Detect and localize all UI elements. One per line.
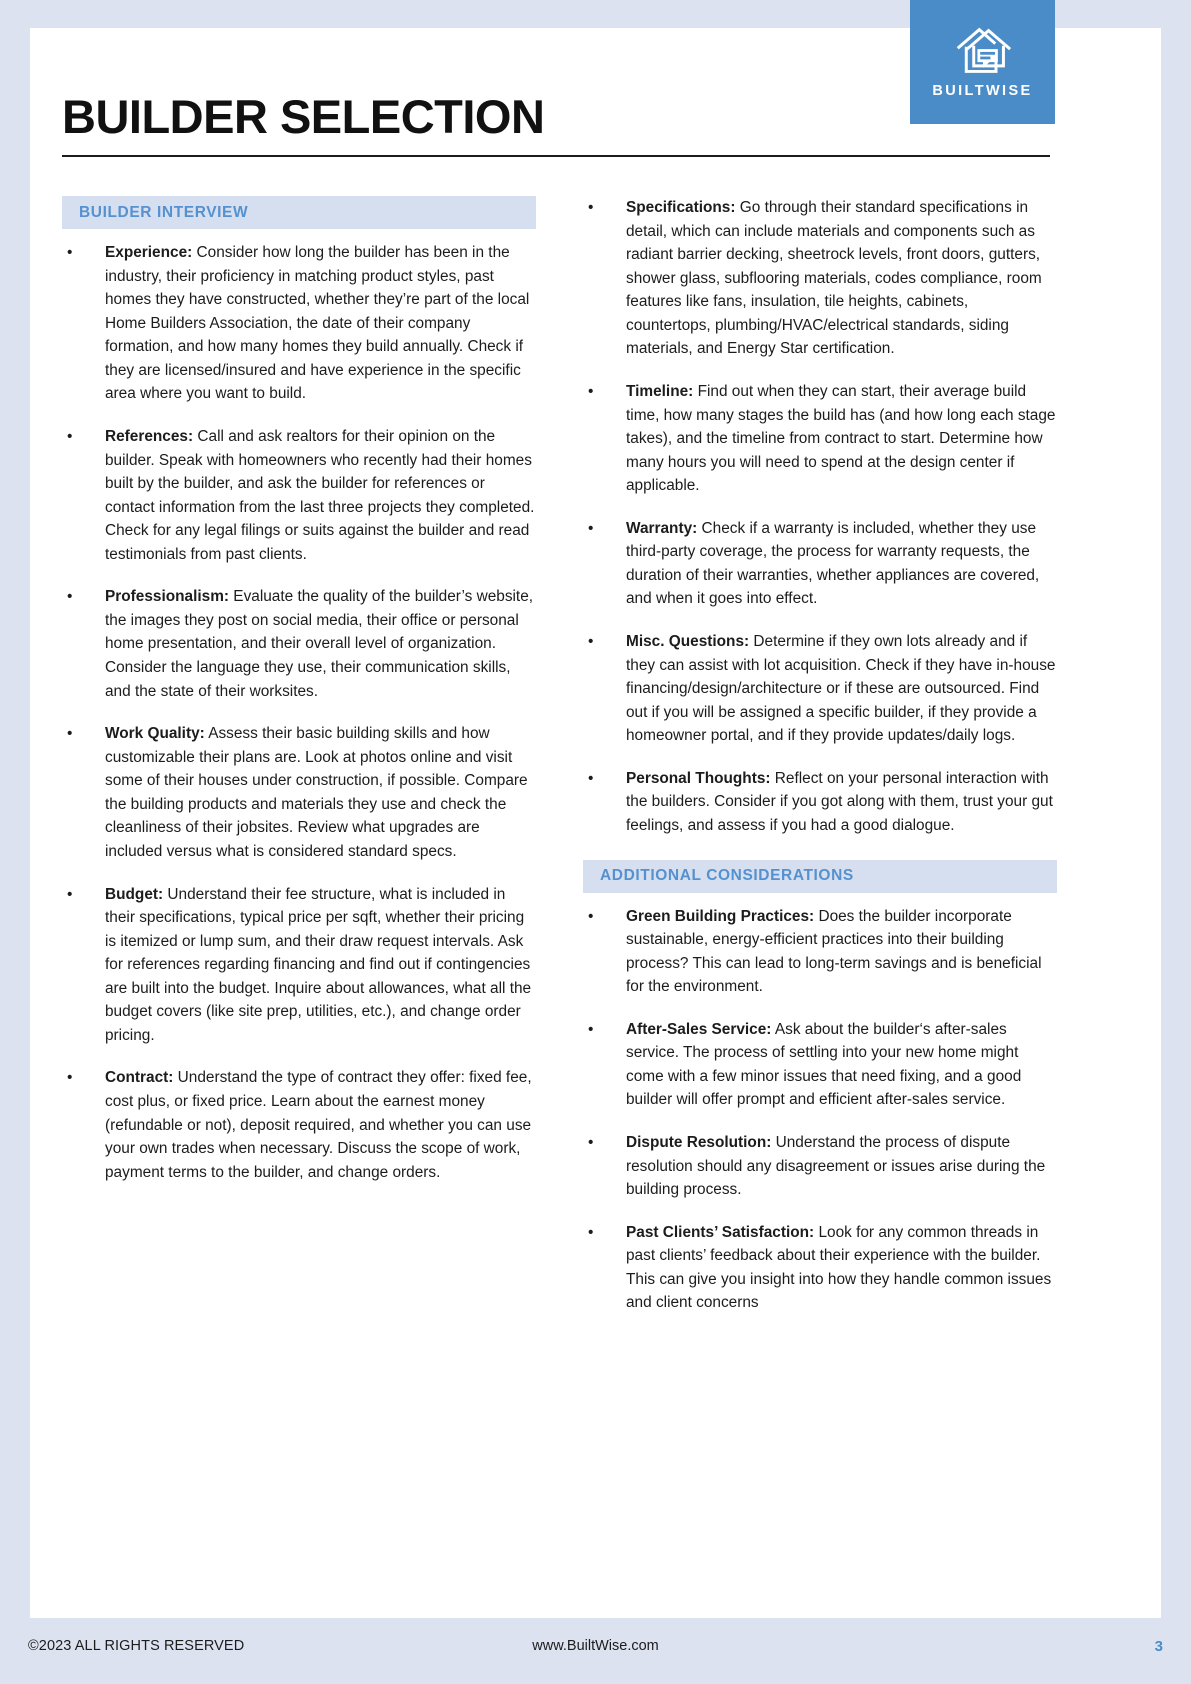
- bullet-dot-icon: •: [588, 382, 594, 400]
- bullet-dot-icon: •: [67, 885, 73, 903]
- page-footer: [0, 1618, 1191, 1684]
- list-item-text: Call and ask realtors for their opinion on the builder. Speak with homeowners who recently had their homes built by the builder, and ask the builder for references or contact information from the last three projects they completed. Check for any legal filings or suits against the builder and read testimonials from past clients.: [105, 427, 535, 563]
- list-item: [62, 722, 536, 863]
- bullet-dot-icon: •: [588, 519, 594, 537]
- bullet-dot-icon: •: [67, 427, 73, 445]
- bullet-dot-icon: •: [588, 1020, 594, 1038]
- list-item: [583, 380, 1057, 498]
- list-item-term: Experience:: [105, 244, 193, 261]
- section-label: ADDITIONAL CONSIDERATIONS: [600, 867, 854, 884]
- list-item-term: Timeline:: [626, 382, 694, 400]
- house-chat-bubble-icon: [953, 25, 1013, 77]
- list-item-text: Go through their standard specifications in detail, which can include materials and components such as radiant barrier decking, sheetrock levels, front doors, gutters, shower glass, subflooring materials, codes compliance, room features like fans, insulation, tile heights, cabinets, countertops, plumbing/HVAC/electrical standards, siding materials, and Energy Star certification.: [626, 199, 1042, 358]
- brand-name: BUILTWISE: [932, 83, 1033, 99]
- list-item-term: Work Quality:: [105, 725, 205, 743]
- footer-copyright: ©2023 ALL RIGHTS RESERVED: [28, 1638, 245, 1654]
- title-divider: [62, 155, 1050, 157]
- section-header-additional-considerations: [583, 860, 1057, 893]
- list-item-text: Assess their basic building skills and how customizable their plans are. Look at photos online and visit some of their houses under construction, if possible. Compare the building products and materials they use and check the cleanliness of their jobsites. Review what upgrades are included versus what is considered standard specs.: [105, 725, 528, 860]
- list-item-text: Consider how long the builder has been in the industry, their proficiency in matching product styles, past homes they have constructed, whether they’re part of the local Home Builders Association, the date of their company formation, and how many homes they build annually. Check if they are licensed/insured and have experience in the specific area where you want to build.: [105, 244, 530, 403]
- list-item-term: After-Sales Service:: [626, 1020, 772, 1038]
- bullet-dot-icon: •: [588, 199, 594, 216]
- list-item-text: Reflect on your personal interaction with the builders. Consider if you got along with them, trust your gut feelings, and assess if you had a good dialogue.: [626, 769, 1053, 834]
- bullet-dot-icon: •: [588, 907, 594, 925]
- list-item-term: Personal Thoughts:: [626, 769, 771, 787]
- bullet-dot-icon: •: [588, 769, 594, 787]
- list-item-term: Green Building Practices:: [626, 907, 815, 925]
- brand-logo: [910, 0, 1055, 124]
- list-item-text: Determine if they own lots already and if they can assist with lot acquisition. Check if they have in-house financing/design/architecture or if these are outsourced. Find out if you will be assigned a specific builder, if they provide a homeowner portal, and if they provide updates/daily logs.: [626, 633, 1056, 745]
- list-item: [583, 517, 1057, 611]
- bullet-dot-icon: •: [588, 633, 594, 650]
- page-title: BUILDER SELECTION: [62, 90, 545, 143]
- list-item-term: Past Clients’ Satisfaction:: [626, 1223, 815, 1241]
- list-item-term: Professionalism:: [105, 588, 230, 606]
- list-item: [583, 1221, 1057, 1315]
- list-item: [583, 196, 1057, 361]
- additional-considerations-list: [583, 905, 1057, 1315]
- list-item-text: Understand their fee structure, what is included in their specifications, typical price per sqft, whether their pricing is itemized or lump sum, and their draw request intervals. Ask for references regarding financing and find out if contingencies are built into the budget. Inquire about allowances, what all the budget covers (like site prep, utilities, etc.), and change order pricing.: [105, 885, 532, 1044]
- builder-interview-list-continued: [583, 196, 1057, 838]
- list-item-term: References:: [105, 427, 194, 445]
- bullet-dot-icon: •: [67, 725, 73, 743]
- list-item: [583, 905, 1057, 999]
- list-item-text: Evaluate the quality of the builder’s website, the images they post on social media, their office or personal home presentation, and their overall level of organization. Consider the language they use, their communication skills, and the state of their worksites.: [105, 588, 534, 700]
- section-label: BUILDER INTERVIEW: [79, 203, 249, 221]
- list-item-text: Ask about the builder‘s after-sales service. The process of settling into your new home might come with a few minor issues that need fixing, and a good builder will offer prompt and efficient after-sales service.: [626, 1020, 1022, 1109]
- content-columns: [62, 196, 1057, 1315]
- list-item-term: Budget:: [105, 885, 164, 903]
- list-item: [62, 241, 536, 406]
- bullet-dot-icon: •: [67, 588, 73, 606]
- list-item-text: Look for any common threads in past clients’ feedback about their experience with the builder. This can give you insight into how they handle common issues and client concerns: [626, 1223, 1052, 1312]
- right-column: [583, 196, 1057, 1315]
- section-header-builder-interview: [62, 196, 536, 229]
- list-item-text: Understand the type of contract they offer: fixed fee, cost plus, or fixed price. Learn about the earnest money (refundable or not), deposit required, and whether you can use your own trades when necessary. Discuss the scope of work, payment terms to the builder, and change orders.: [105, 1069, 532, 1181]
- list-item-term: Misc. Questions:: [626, 633, 750, 650]
- bullet-dot-icon: •: [588, 1223, 594, 1241]
- builder-interview-list: [62, 241, 536, 1184]
- list-item: [62, 1066, 536, 1184]
- list-item: [583, 1131, 1057, 1202]
- list-item-text: Find out when they can start, their average build time, how many stages the build has (and how long each stage takes), and the timeline from contract to start. Determine how many hours you will need to spend at the design center if applicable.: [626, 382, 1056, 495]
- list-item-text: Understand the process of dispute resolution should any disagreement or issues arise during the building process.: [626, 1134, 1046, 1199]
- list-item: [62, 425, 536, 566]
- list-item-term: Specifications:: [626, 199, 736, 216]
- list-item-term: Dispute Resolution:: [626, 1134, 772, 1151]
- list-item: [62, 883, 536, 1048]
- list-item: [583, 630, 1057, 748]
- bullet-dot-icon: •: [67, 1069, 73, 1087]
- bullet-dot-icon: •: [588, 1134, 594, 1151]
- list-item: [583, 1018, 1057, 1112]
- footer-page-number: 3: [1154, 1638, 1163, 1655]
- list-item: [583, 767, 1057, 838]
- bullet-dot-icon: •: [67, 244, 73, 261]
- list-item-text: Does the builder incorporate sustainable, energy-efficient practices into their building process? This can lead to long-term savings and is beneficial for the environment.: [626, 907, 1042, 996]
- list-item-term: Warranty:: [626, 519, 698, 537]
- list-item-text: Check if a warranty is included, whether they use third-party coverage, the process for warranty requests, the duration of their warranties, whether appliances are covered, and when it goes into effect.: [626, 519, 1040, 608]
- left-column: [62, 196, 536, 1315]
- footer-website[interactable]: www.BuiltWise.com: [532, 1638, 659, 1654]
- list-item-term: Contract:: [105, 1069, 174, 1087]
- list-item: [62, 585, 536, 703]
